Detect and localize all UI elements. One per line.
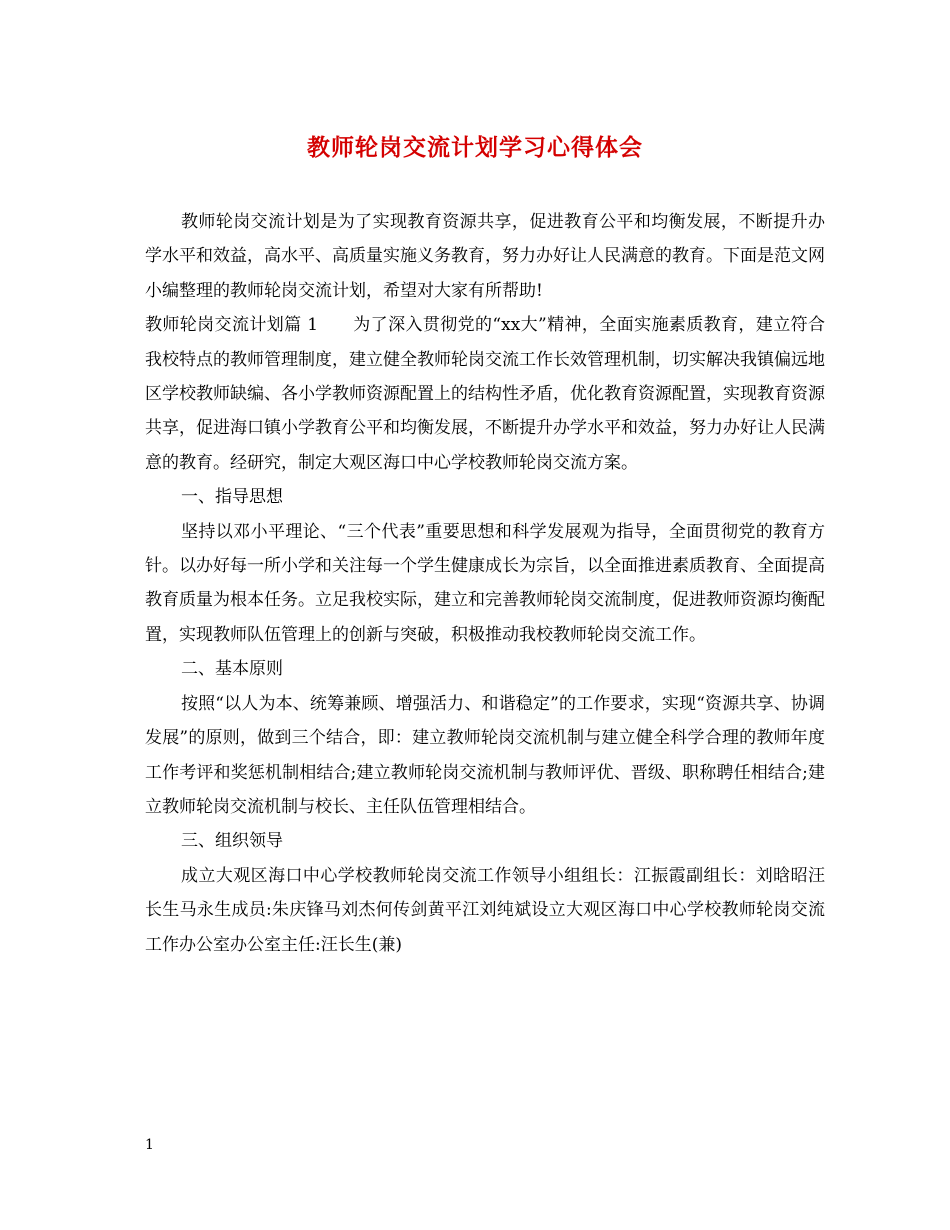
document-body bbox=[145, 205, 825, 962]
section-heading-organization-leadership: 三、组织领导 bbox=[181, 831, 283, 852]
guiding-ideology-paragraph: 坚持以邓小平理论、“三个代表”重要思想和科学发展观为指导，全面贯彻党的教育方针。以办好每一所小学和关注每一个学生健康成长为宗旨，以全面推进素质教育、全面提高教育质量为根本任务。立足我校实际，建立和完善教师轮岗交流制度，促进教师资源均衡配置，实现教师队伍管理上的创新与突破，积极推动我校教师轮岗交流工作。 bbox=[145, 521, 825, 645]
document-title: 教师轮岗交流计划学习心得体会 bbox=[307, 134, 643, 161]
plan-paragraph: 教师轮岗交流计划篇 1 为了深入贯彻党的“xx大”精神，全面实施素质教育，建立符合我校特点的教师管理制度，建立健全教师轮岗交流工作长效管理机制，切实解决我镇偏远地区学校教师缺编、各小学教师资源配置上的结构性矛盾，优化教育资源配置，实现教育资源共享，促进海口镇小学教育公平和均衡发展，不断提升办学水平和效益，努力办好让人民满意的教育。经研究，制定大观区海口中心学校教师轮岗交流方案。 bbox=[145, 315, 825, 473]
organization-leadership-paragraph: 成立大观区海口中心学校教师轮岗交流工作领导小组组长：江振霞副组长：刘晗昭汪长生马永生成员:朱庆锋马刘杰何传剑黄平江刘纯斌设立大观区海口中心学校教师轮岗交流工作办公室办公室主任:汪长生(兼) bbox=[145, 865, 825, 955]
page-number: 1 bbox=[145, 1137, 154, 1153]
basic-principles-paragraph: 按照“以人为本、统筹兼顾、增强活力、和谐稳定”的工作要求，实现“资源共享、协调发展”的原则，做到三个结合，即：建立教师轮岗交流机制与建立健全科学合理的教师年度工作考评和奖惩机制相结合;建立教师轮岗交流机制与教师评优、晋级、职称聘任相结合;建立教师轮岗交流机制与校长、主任队伍管理相结合。 bbox=[145, 693, 825, 817]
section-heading-guiding-ideology: 一、指导思想 bbox=[181, 487, 283, 508]
intro-paragraph: 教师轮岗交流计划是为了实现教育资源共享，促进教育公平和均衡发展，不断提升办学水平和效益，高水平、高质量实施义务教育，努力办好让人民满意的教育。下面是范文网小编整理的教师轮岗交流计划，希望对大家有所帮助! bbox=[145, 212, 825, 301]
section-heading-basic-principles: 二、基本原则 bbox=[181, 659, 283, 680]
